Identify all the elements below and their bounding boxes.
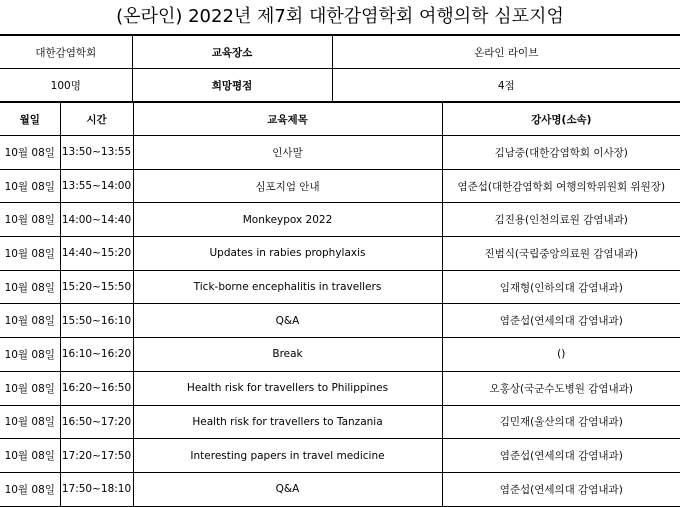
date-cell: 10월 08일 [0,270,60,304]
info-row [0,69,680,102]
schedule-row [0,136,680,170]
time-cell: 17:50~18:10 [60,472,133,506]
subject-cell: Tick-borne encephalitis in travellers [133,270,442,304]
lecturer-cell: 김민재(울산의대 감염내과) [442,405,680,439]
subject-cell: Monkeypox 2022 [133,203,442,237]
schedule-row [0,472,680,506]
place-label: 교육장소 [132,36,332,69]
date-cell: 10월 08일 [0,405,60,439]
time-cell: 16:50~17:20 [60,405,133,439]
lecturer-cell: 진범식(국립중앙의료원 감염내과) [442,237,680,271]
lecturer-cell: () [442,338,680,372]
subject-cell: Break [133,338,442,372]
header-time: 시간 [60,103,133,136]
time-cell: 14:00~14:40 [60,203,133,237]
schedule-row [0,371,680,405]
time-cell: 13:55~14:00 [60,169,133,203]
lecturer-cell: 염준섭(연세의대 감염내과) [442,304,680,338]
info-row [0,36,680,69]
schedule-row [0,270,680,304]
date-cell: 10월 08일 [0,338,60,372]
lecturer-cell: 염준섭(연세의대 감염내과) [442,472,680,506]
time-cell: 13:50~13:55 [60,136,133,170]
date-cell: 10월 08일 [0,472,60,506]
subject-cell: Health risk for travellers to Tanzania [133,405,442,439]
subject-cell: Health risk for travellers to Philippines [133,371,442,405]
organization-cell: 대한감염학회 [0,36,132,69]
date-cell: 10월 08일 [0,169,60,203]
lecturer-cell: 임재형(인하의대 감염내과) [442,270,680,304]
subject-cell: 인사말 [133,136,442,170]
lecturer-cell: 오홍상(국군수도병원 감염내과) [442,371,680,405]
time-cell: 15:50~16:10 [60,304,133,338]
subject-cell: Q&A [133,304,442,338]
schedule-row [0,304,680,338]
rating-label: 희망평점 [132,69,332,102]
lecturer-cell: 염준섭(연세의대 감염내과) [442,439,680,473]
schedule-table [0,102,680,507]
time-cell: 17:20~17:50 [60,439,133,473]
schedule-header-row [0,103,680,136]
date-cell: 10월 08일 [0,203,60,237]
schedule-row [0,237,680,271]
schedule-row [0,405,680,439]
date-cell: 10월 08일 [0,237,60,271]
header-lecturer: 강사명(소속) [442,103,680,136]
subject-cell: 심포지엄 안내 [133,169,442,203]
time-cell: 15:20~15:50 [60,270,133,304]
header-subject: 교육제목 [133,103,442,136]
time-cell: 14:40~15:20 [60,237,133,271]
schedule-row [0,203,680,237]
time-cell: 16:10~16:20 [60,338,133,372]
subject-cell: Updates in rabies prophylaxis [133,237,442,271]
page-title: (온라인) 2022년 제7회 대한감염학회 여행의학 심포지엄 [0,0,680,35]
schedule-row [0,338,680,372]
lecturer-cell: 김진용(인천의료원 감염내과) [442,203,680,237]
subject-cell: Interesting papers in travel medicine [133,439,442,473]
schedule-row [0,169,680,203]
date-cell: 10월 08일 [0,371,60,405]
date-cell: 10월 08일 [0,304,60,338]
capacity-cell: 100명 [0,69,132,102]
rating-value: 4점 [332,69,680,102]
place-value: 온라인 라이브 [332,36,680,69]
header-date: 월일 [0,103,60,136]
course-info-table [0,35,680,102]
lecturer-cell: 염준섭(대한감염학회 여행의학위원회 위원장) [442,169,680,203]
date-cell: 10월 08일 [0,439,60,473]
schedule-row [0,439,680,473]
time-cell: 16:20~16:50 [60,371,133,405]
date-cell: 10월 08일 [0,136,60,170]
subject-cell: Q&A [133,472,442,506]
lecturer-cell: 김남중(대한감염학회 이사장) [442,136,680,170]
